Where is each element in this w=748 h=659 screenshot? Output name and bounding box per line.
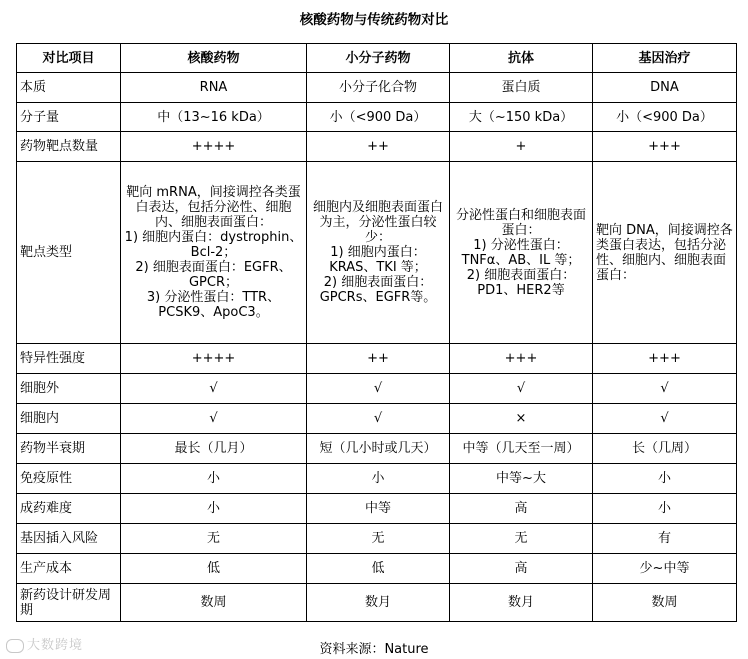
table-cell: 少~中等 [593, 554, 737, 584]
table-row [17, 554, 737, 584]
row-label: 免疫原性 [17, 464, 121, 494]
table-cell: √ [593, 404, 737, 434]
table-cell: √ [450, 374, 593, 404]
header-cell: 对比项目 [17, 44, 121, 73]
table-title: 核酸药物与传统药物对比 [299, 12, 449, 28]
table-cell: √ [121, 374, 307, 404]
header-cell: 基因治疗 [593, 44, 737, 73]
table-cell: 小 [121, 464, 307, 494]
table-cell: 小 [121, 494, 307, 524]
table-cell: 数周 [593, 584, 737, 622]
table-cell: + [450, 132, 593, 162]
table-row [17, 132, 737, 162]
table-cell: ++++ [121, 132, 307, 162]
table-cell: 中等（几天至一周） [450, 434, 593, 464]
table-cell: ++++ [121, 344, 307, 374]
table-cell: 高 [450, 494, 593, 524]
table-cell: 无 [450, 524, 593, 554]
table-cell: √ [307, 404, 450, 434]
table-cell: 长（几周） [593, 434, 737, 464]
row-label: 特异性强度 [17, 344, 121, 374]
table-cell: 低 [121, 554, 307, 584]
row-label: 细胞内 [17, 404, 121, 434]
table-cell: 中（13~16 kDa） [121, 103, 307, 132]
header-cell: 小分子药物 [307, 44, 450, 73]
table-cell: × [450, 404, 593, 434]
table-body [17, 73, 737, 622]
table-cell: 小（<900 Da） [307, 103, 450, 132]
header-cell: 核酸药物 [121, 44, 307, 73]
table-cell: 最长（几月） [121, 434, 307, 464]
table-cell: 有 [593, 524, 737, 554]
table-cell: 短（几小时或几天） [307, 434, 450, 464]
row-label: 药物靶点数量 [17, 132, 121, 162]
row-label: 基因插入风险 [17, 524, 121, 554]
table-row [17, 524, 737, 554]
table-row [17, 404, 737, 434]
watermark-text: 大数跨境 [27, 638, 84, 653]
table-cell: 蛋白质 [450, 73, 593, 103]
comparison-table [16, 43, 737, 622]
table-row [17, 464, 737, 494]
table-row [17, 344, 737, 374]
row-label: 成药难度 [17, 494, 121, 524]
row-label: 靶点类型 [17, 162, 121, 344]
table-cell: √ [121, 404, 307, 434]
table-row [17, 73, 737, 103]
table-cell: 数月 [307, 584, 450, 622]
row-label: 新药设计研发周期 [17, 584, 121, 622]
table-cell: √ [593, 374, 737, 404]
table-row [17, 584, 737, 622]
row-label: 分子量 [17, 103, 121, 132]
table-cell: +++ [450, 344, 593, 374]
table-cell: 无 [307, 524, 450, 554]
table-cell: 小（<900 Da） [593, 103, 737, 132]
table-cell: DNA [593, 73, 737, 103]
table-cell: +++ [593, 132, 737, 162]
row-label: 细胞外 [17, 374, 121, 404]
table-cell: √ [307, 374, 450, 404]
row-label: 生产成本 [17, 554, 121, 584]
table-row [17, 434, 737, 464]
header-row [17, 44, 737, 73]
table-cell: 小 [593, 464, 737, 494]
row-label: 药物半衰期 [17, 434, 121, 464]
table-row [17, 374, 737, 404]
table-row [17, 494, 737, 524]
source-note: 资料来源：Nature [319, 642, 429, 657]
row-label: 本质 [17, 73, 121, 103]
table-cell: 细胞内及细胞表面蛋白为主，分泌性蛋白较少： 1) 细胞内蛋白：KRAS、TKI 等； 2) 细胞表面蛋白：GPCRs、EGFR等。 [307, 162, 450, 344]
table-cell: 分泌性蛋白和细胞表面蛋白： 1) 分泌性蛋白：TNFα、AB、IL 等； 2) 细胞表面蛋白：PD1、HER2等 [450, 162, 593, 344]
table-cell: 低 [307, 554, 450, 584]
table-cell: 小 [307, 464, 450, 494]
table-cell: ++ [307, 132, 450, 162]
table-cell: 大（~150 kDa） [450, 103, 593, 132]
table-cell: 中等 [307, 494, 450, 524]
table-cell: RNA [121, 73, 307, 103]
table-cell: 无 [121, 524, 307, 554]
table-cell: ++ [307, 344, 450, 374]
table-cell: +++ [593, 344, 737, 374]
table-row [17, 162, 737, 344]
table-cell: 高 [450, 554, 593, 584]
table-cell: 靶向 DNA，间接调控各类蛋白表达，包括分泌性、细胞内、细胞表面蛋白： [593, 162, 737, 344]
table-cell: 靶向 mRNA，间接调控各类蛋白表达，包括分泌性、细胞内、细胞表面蛋白： 1) 细胞内蛋白：dystrophin、Bcl-2； 2) 细胞表面蛋白：EGFR、GPCR； 3) 分泌性蛋白：TTR、PCSK9、ApoC3。 [121, 162, 307, 344]
table-cell: 中等~大 [450, 464, 593, 494]
header-cell: 抗体 [450, 44, 593, 73]
table-cell: 小 [593, 494, 737, 524]
table-cell: 数月 [450, 584, 593, 622]
table-cell: 数周 [121, 584, 307, 622]
table-row [17, 103, 737, 132]
table-cell: 小分子化合物 [307, 73, 450, 103]
